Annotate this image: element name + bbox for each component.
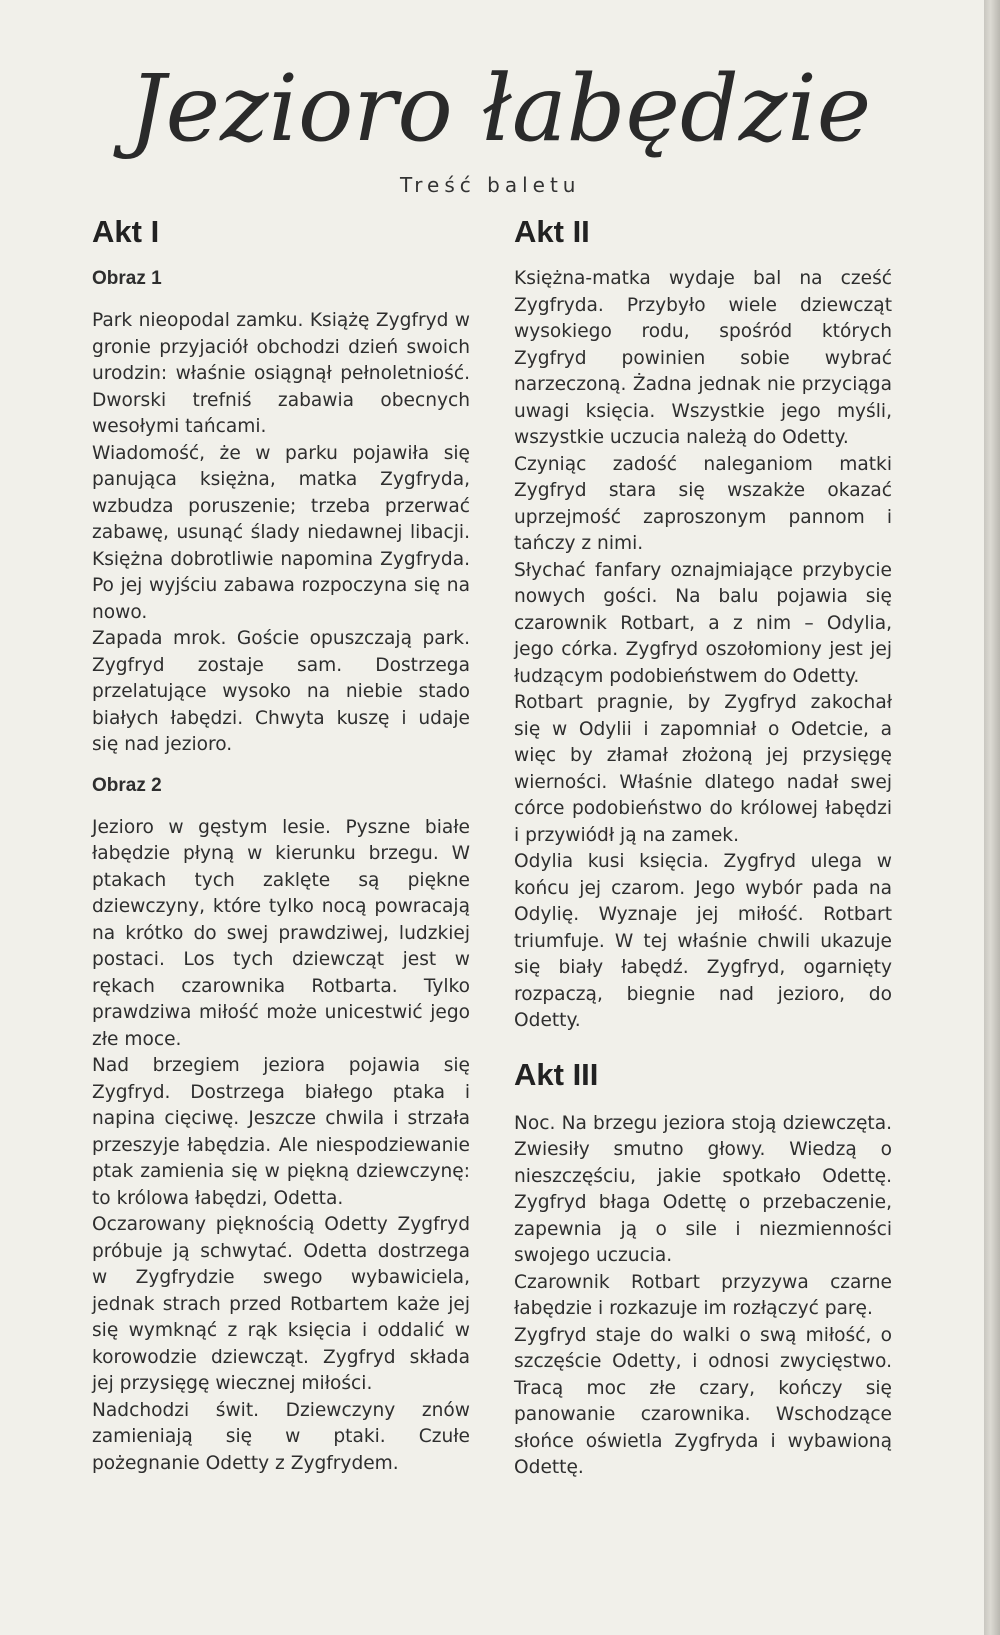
act-2-paragraph: Rotbart pragnie, by Zygfryd zakochał się w Odylii i zapomniał o Odetcie, a więc by złamał złożoną jej przysięgę wierności. Właśnie dlatego nadał swej córce podobieństwo do królowej łabędzi i przywiódł ją na zamek. xyxy=(514,692,892,846)
scene-2-heading: Obraz 2 xyxy=(92,774,162,796)
act-2-paragraph: Czyniąc zadość naleganiom matki Zygfryd stara się wszakże okazać uprzejmość zaproszonym pannom i tańczy z nimi. xyxy=(514,453,892,554)
act-2-heading: Akt II xyxy=(514,214,590,249)
scene-2-paragraph: Oczarowany pięknością Odetty Zygfryd próbuje ją schwytać. Odetta dostrzega w Zygfrydzie swego wybawiciela, jednak strach przed Rotbartem każe jej się wymknąć z rąk księcia i oddalić w korowodzie dziewcząt. Zygfryd składa jej przysięgę wiecznej miłości. xyxy=(92,1214,470,1394)
act-3-heading: Akt III xyxy=(514,1056,599,1092)
right-column xyxy=(514,212,892,1482)
page-edge xyxy=(984,0,1000,1635)
act-1-heading: Akt I xyxy=(92,214,160,249)
scene-2-paragraph: Jezioro w gęstym lesie. Pyszne białe łabędzie płyną w kierunku brzegu. W ptakach tych zaklęte są piękne dziewczyny, które tylko nocą powracają na krótko do swej prawdziwej, ludzkiej postaci. Los tych dziewcząt jest w rękach czarownika Rotbarta. Tylko prawdziwa miłość może unicestwić jego złe moce. xyxy=(92,816,470,1050)
page-subtitle: Treść baletu xyxy=(400,173,581,197)
act-3-paragraph: Czarownik Rotbart przyzywa czarne łabędzie i rozkazuje im rozłączyć parę. xyxy=(514,1271,892,1319)
scene-1-paragraph: Zapada mrok. Goście opuszczają park. Zygfryd zostaje sam. Dostrzega przelatujące wysoko na niebie stado białych łabędzi. Chwyta kuszę i udaje się nad jezioro. xyxy=(92,628,470,755)
scene-1-paragraph: Park nieopodal zamku. Książę Zygfryd w gronie przyjaciół obchodzi dzień swoich urodzin: właśnie osiągnął pełnoletniość. Dworski trefniś zabawia obecnych wesołymi tańcami. xyxy=(92,310,470,437)
act-2-paragraph: Słychać fanfary oznajmiające przybycie nowych gości. Na balu pojawia się czarownik Rotbart, a z nim – Odylia, jego córka. Zygfryd oszołomiony jest jej łudzącym podobieństwem do Odetty. xyxy=(514,559,892,687)
title-text: Jezioro łabędzie xyxy=(128,55,872,162)
title-script-svg xyxy=(128,40,872,190)
scene-1-paragraph: Wiadomość, że w parku pojawiła się panująca księżna, matka Zygfryda, wzbudza poruszenie; trzeba przerwać zabawę, usunąć ślady niedawnej libacji. Księżna dobrotliwie napomina Zygfryda. Po jej wyjściu zabawa rozpoczyna się na nowo. xyxy=(92,442,470,623)
scene-2-paragraph: Nad brzegiem jeziora pojawia się Zygfryd. Dostrzega białego ptaka i napina cięciwę. Jeszcze chwila i strzała przeszyje łabędzia. Ale niespodziewanie ptak zamienia się w piękną dziewczynę: to królowa łabędzi, Odetta. xyxy=(92,1055,470,1209)
left-column xyxy=(92,212,470,1477)
scene-1-heading: Obraz 1 xyxy=(92,268,162,289)
act-2-paragraph: Odylia kusi księcia. Zygfryd ulega w końcu jej czarom. Jego wybór pada na Odylię. Wyznaje jej miłość. Rotbart triumfuje. W tej właśnie chwili ukazuje się biały łabędź. Zygfryd, ogarnięty rozpaczą, biegnie nad jezioro, do Odetty. xyxy=(514,851,892,1031)
scene-2-paragraph: Nadchodzi świt. Dziewczyny znów zamieniają się w ptaki. Czułe pożegnanie Odetty z Zygfrydem. xyxy=(92,1399,470,1474)
act-3-paragraph: Zygfryd staje do walki o swą miłość, o szczęście Odetty, i odnosi zwycięstwo. Tracą moc złe czary, kończy się panowanie czarownika. Wschodzące słońce oświetla Zygfryda i wybawioną Odettę. xyxy=(514,1324,892,1478)
page-title xyxy=(128,40,872,190)
act-3-paragraph: Noc. Na brzegu jeziora stoją dziewczęta. Zwiesiły smutno głowy. Wiedzą o nieszczęściu, jakie spotkało Odettę. Zygfryd błaga Odettę o przebaczenie, zapewnia ją o sile i niezmienności swojego uczucia. xyxy=(514,1112,892,1266)
act-2-paragraph: Księżna-matka wydaje bal na cześć Zygfryda. Przybyło wiele dziewcząt wysokiego rodu, spośród których Zygfryd powinien sobie wybrać narzeczoną. Żadna jednak nie przyciąga uwagi księcia. Wszystkie jego myśli, wszystkie uczucia należą do Odetty. xyxy=(514,268,892,448)
